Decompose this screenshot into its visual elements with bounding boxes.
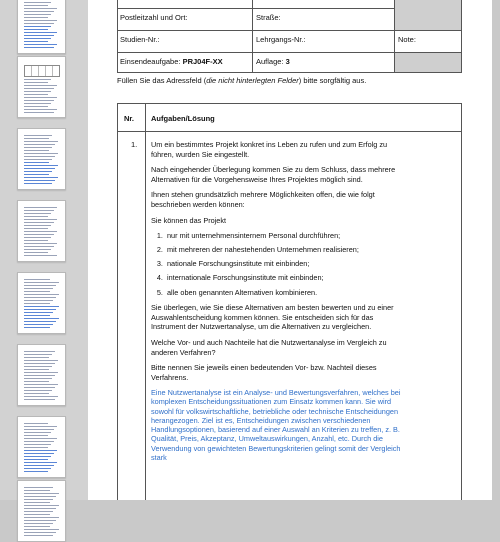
thumbnail-text-line (24, 112, 54, 113)
thumbnail-text-line (24, 240, 48, 241)
thumbnail-text-line (24, 496, 56, 497)
thumbnail-text-line (24, 363, 55, 364)
thumbnail-text-line (24, 252, 48, 253)
thumbnail-text-line (24, 2, 51, 3)
address-hint (117, 76, 366, 85)
thumbnail-text-line (24, 20, 57, 21)
thumbnail-text-line (24, 456, 51, 457)
task-paragraph: Sie überlegen, wie Sie diese Alternativen am besten bewerten und zu einer Auswahlentscheidung kommen können. Sie entscheiden sich für das Instrument der Nutzwertanalyse, um die Alternativen zu vergleichen. (151, 303, 394, 332)
street-label: Straße: (256, 13, 281, 22)
form-line (117, 30, 462, 31)
lehrgang-label: Lehrgangs-Nr.: (256, 35, 306, 44)
thumbnail-text-line (24, 156, 55, 157)
task-number: 1. (131, 140, 138, 149)
thumbnail-table (24, 65, 60, 77)
page-thumbnail-sidebar[interactable] (0, 0, 88, 500)
thumbnail-text-line (24, 183, 52, 184)
thumbnail-text-line (24, 300, 53, 301)
form-line (117, 0, 118, 73)
thumbnail-text-line (24, 279, 50, 280)
thumbnail-text-line (24, 153, 58, 154)
thumbnail-text-line (24, 291, 50, 292)
thumbnail-text-line (24, 529, 59, 530)
thumbnail-text-line (24, 94, 48, 95)
thumbnail-text-line (24, 384, 58, 385)
thumbnail-text-line (24, 468, 51, 469)
thumbnail-text-line (24, 505, 59, 506)
list-item: 1. nur mit unternehmensinternem Personal durchführen; (165, 231, 405, 241)
page-thumbnail[interactable] (17, 56, 66, 118)
thumbnail-text-line (24, 243, 57, 244)
list-item: 4. internationale Forschungsinstitute mit einbinden; (165, 273, 405, 283)
page-thumbnail[interactable] (17, 200, 66, 262)
thumbnail-text-line (24, 5, 48, 6)
thumbnail-text-line (24, 14, 51, 15)
thumbnail-text-line (24, 225, 51, 226)
thumbnail-text-line (24, 462, 57, 463)
thumbnail-text-line (24, 360, 58, 361)
hint-text: Füllen Sie das Adressfeld ( (117, 76, 207, 85)
thumbnail-text-line (24, 82, 48, 83)
thumbnail-text-line (24, 441, 54, 442)
thumbnail-text-line (24, 372, 58, 373)
thumbnail-text-line (24, 35, 54, 36)
thumbnail-text-line (24, 249, 51, 250)
thumbnail-text-line (24, 393, 49, 394)
page-thumbnail[interactable] (17, 416, 66, 478)
thumbnail-text-line (24, 517, 59, 518)
thumbnail-text-line (24, 318, 59, 319)
task-table-line (117, 131, 462, 132)
form-line (461, 0, 462, 73)
thumbnail-text-line (24, 438, 57, 439)
thumbnail-text-line (24, 490, 50, 491)
thumbnail-text-line (24, 327, 50, 328)
thumbnail-text-line (24, 91, 51, 92)
einsendeaufgabe-field (120, 57, 223, 66)
task-paragraph: Sie können das Projekt (151, 215, 227, 225)
thumbnail-text-line (24, 381, 49, 382)
page-thumbnail[interactable] (17, 344, 66, 406)
thumbnail-text-line (24, 378, 52, 379)
thumbnail-text-line (24, 285, 56, 286)
thumbnail-text-line (24, 23, 54, 24)
thumbnail-text-line (24, 216, 48, 217)
task-paragraph: Um ein bestimmtes Projekt konkret ins Leben zu rufen und zum Erfolg zu führen, wurden Sie eingestellt. (151, 140, 388, 159)
thumbnail-text-line (24, 508, 56, 509)
page-thumbnail[interactable] (17, 480, 66, 542)
thumbnail-text-line (24, 312, 53, 313)
thumbnail-text-line (24, 526, 50, 527)
thumbnail-text-line (24, 444, 51, 445)
thumbnail-text-line (24, 180, 55, 181)
thumbnail-text-line (24, 41, 48, 42)
thumbnail-text-line (24, 471, 48, 472)
form-line (117, 72, 462, 73)
thumbnail-text-line (24, 106, 48, 107)
thumbnail-text-line (24, 255, 57, 256)
thumbnail-text-line (24, 390, 52, 391)
note-label: Note: (398, 35, 416, 44)
thumbnail-text-line (24, 399, 55, 400)
thumbnail-text-line (24, 354, 52, 355)
task-question: Bitte nennen Sie jeweils einen bedeutenden Vor- bzw. Nachteil dieses Verfahrens. (151, 363, 377, 382)
thumbnail-text-line (24, 141, 58, 142)
thumbnail-text-line (24, 47, 54, 48)
grade-cell (395, 0, 461, 30)
thumbnail-text-line (24, 11, 54, 12)
task-table-line (117, 103, 462, 104)
thumbnail-text-line (24, 523, 53, 524)
thumbnail-text-line (24, 100, 54, 101)
list-item: 2. mit mehreren der nahestehenden Unternehmen realisieren; (165, 245, 405, 255)
thumbnail-text-line (24, 288, 53, 289)
task-question: Welche Vor- und auch Nachteile hat die Nutzwertanalyse im Vergleich zu anderen Verfahren? (151, 337, 387, 357)
thumbnail-text-line (24, 207, 57, 208)
task-table-line (461, 103, 462, 500)
thumbnail-text-line (24, 162, 49, 163)
auflage-label: Auflage: (256, 57, 286, 66)
thumbnail-text-line (24, 237, 51, 238)
thumbnail-text-line (24, 487, 53, 488)
thumbnail-text-line (24, 321, 56, 322)
thumbnail-text-line (24, 297, 56, 298)
thumbnail-text-line (24, 44, 57, 45)
page-thumbnail[interactable] (17, 128, 66, 190)
thumbnail-text-line (24, 109, 57, 110)
thumbnail-text-line (24, 532, 56, 533)
thumbnail-text-line (24, 159, 52, 160)
thumbnail-text-line (24, 147, 52, 148)
task-table-line (145, 103, 146, 500)
thumbnail-text-line (24, 246, 54, 247)
thumbnail-text-line (24, 219, 57, 220)
einsende-value: PRJ04F-XX (182, 57, 223, 66)
thumbnail-text-line (24, 459, 48, 460)
page-thumbnail[interactable] (17, 272, 66, 334)
thumbnail-text-line (24, 423, 48, 424)
hint-text-end: ) bitte sorgfältig aus. (298, 76, 367, 85)
thumbnail-text-line (24, 514, 50, 515)
column-header-nr: Nr. (124, 114, 135, 123)
thumbnail-text-line (24, 351, 55, 352)
task-paragraph: Nach eingehender Überlegung kommen Sie zu dem Schluss, dass mehrere Alternativen für die Vorgehensweise Ihres Projektes möglich sind. (151, 165, 396, 184)
thumbnail-text-line (24, 138, 49, 139)
thumbnail-text-line (24, 375, 55, 376)
form-line (252, 0, 253, 73)
thumbnail-text-line (24, 450, 57, 451)
thumbnail-text-line (24, 38, 51, 39)
thumbnail-text-line (24, 387, 55, 388)
thumbnail-text-line (24, 303, 50, 304)
thumbnail-text-line (24, 32, 57, 33)
thumbnail-text-line (24, 520, 56, 521)
auflage-field (256, 57, 290, 66)
thumbnail-text-line (24, 177, 58, 178)
document-page (88, 0, 492, 500)
plz-label: Postleitzahl und Ort: (120, 13, 188, 22)
thumbnail-text-line (24, 97, 57, 98)
thumbnail-text-line (24, 144, 55, 145)
task-paragraph: Ihnen stehen grundsätzlich mehrere Möglichkeiten offen, die wie folgt beschrieben werden können: (151, 190, 375, 209)
thumbnail-text-line (24, 174, 49, 175)
thumbnail-text-line (24, 282, 59, 283)
thumbnail-text-line (24, 309, 56, 310)
thumbnail-text-line (24, 324, 53, 325)
thumbnail-text-line (24, 234, 54, 235)
thumbnail-text-line (24, 435, 48, 436)
thumbnail-text-line (24, 535, 53, 536)
page-thumbnail[interactable] (17, 0, 66, 54)
thumbnail-text-line (24, 231, 57, 232)
thumbnail-text-line (24, 171, 52, 172)
thumbnail-text-line (24, 168, 55, 169)
thumbnail-text-line (24, 85, 57, 86)
thumbnail-text-line (24, 103, 51, 104)
thumbnail-text-line (24, 357, 49, 358)
hint-italic: die nicht hinterlegten Felder (206, 76, 299, 85)
thumbnail-text-line (24, 465, 54, 466)
answer-text[interactable]: Eine Nutzwertanalyse ist ein Analyse- und Bewertungsverfahren, welches bei komplexen Entscheidungssituationen zum Einsatz kommen kann. Sie wird sowohl für volkswirtschaftliche, betriebliche oder technische Entscheidungen herangezogen. Ziel ist es, Entscheidungen zwischen verschiedenen Handlungsoptionen, basierend auf einer Auswahl an Kriterien zu treffen, z. B. Qualität, Preis, Akzeptanz, Umweltauswirkungen, Anzahl, etc. Durch die Verwendung von gewichteten Bewertungskriterien gelingt somit der Vergleich stark (151, 388, 401, 462)
thumbnail-text-line (24, 453, 54, 454)
thumbnail-text-line (24, 511, 53, 512)
thumbnail-text-line (24, 366, 52, 367)
thumbnail-text-line (24, 396, 58, 397)
thumbnail-text-line (24, 432, 51, 433)
thumbnail-text-line (24, 8, 57, 9)
thumbnail-text-line (24, 213, 51, 214)
thumbnail-text-line (24, 88, 54, 89)
studien-label: Studien-Nr.: (120, 35, 160, 44)
task-text (151, 140, 405, 468)
thumbnail-text-line (24, 493, 59, 494)
thumbnail-text-line (24, 502, 50, 503)
thumbnail-text-line (24, 369, 49, 370)
thumbnail-text-line (24, 135, 52, 136)
thumbnail-text-line (24, 79, 51, 80)
thumbnail-text-line (24, 29, 48, 30)
thumbnail-text-line (24, 447, 48, 448)
grade-cell (395, 53, 461, 72)
list-item: 3. nationale Forschungsinstitute mit einbinden; (165, 259, 405, 269)
thumbnail-text-line (24, 222, 54, 223)
auflage-value: 3 (285, 57, 290, 66)
column-header-task: Aufgaben/Lösung (151, 114, 215, 123)
task-table-line (117, 103, 118, 500)
alternatives-list (151, 231, 405, 297)
thumbnail-text-line (24, 210, 54, 211)
thumbnail-text-line (24, 26, 51, 27)
thumbnail-text-line (24, 429, 54, 430)
einsende-label: Einsendeaufgabe: (120, 57, 183, 66)
thumbnail-text-line (24, 426, 57, 427)
thumbnail-text-line (24, 315, 50, 316)
thumbnail-text-line (24, 17, 48, 18)
thumbnail-text-line (24, 306, 59, 307)
thumbnail-text-line (24, 228, 48, 229)
thumbnail-text-line (24, 294, 59, 295)
list-item: 5. alle oben genannten Alternativen kombinieren. (165, 288, 405, 298)
thumbnail-text-line (24, 165, 58, 166)
thumbnail-text-line (24, 150, 49, 151)
